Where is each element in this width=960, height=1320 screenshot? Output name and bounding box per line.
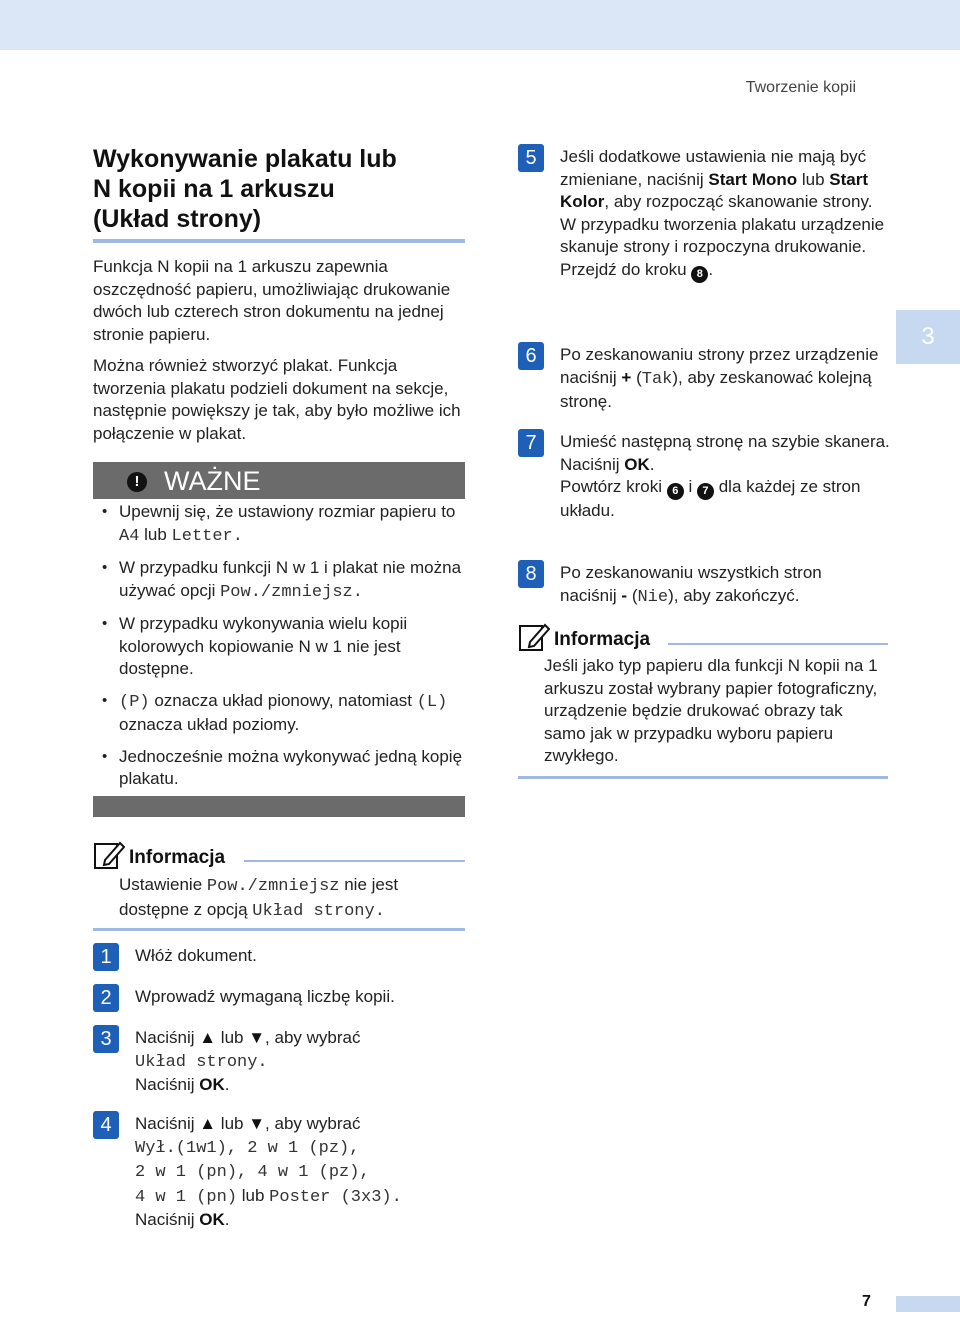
- option-value: 4 w 1 (pn): [135, 1187, 238, 1207]
- intro-paragraph: Funkcja N kopii na 1 arkuszu zapewnia oszczędność papieru, umożliwiając drukowanie dwóch lub czterech stron dokumentu na jednej stronie papieru.: [93, 257, 451, 344]
- step-reference: 8: [691, 266, 708, 283]
- key-label: Start Kolor: [560, 169, 869, 211]
- option-value: Tak: [641, 369, 673, 389]
- page-number: 7: [862, 1293, 871, 1310]
- important-item: • Upewnij się, że ustawiony rozmiar papieru to A4 lub Letter.: [93, 501, 465, 548]
- step-text: Umieść następną stronę na szybie skanera. Naciśnij OK. Powtórz kroki 6 i 7 dla każdej ze stron układu.: [560, 432, 890, 520]
- note-bottom-rule: [93, 928, 465, 931]
- chapter-tab: 3: [896, 310, 960, 364]
- note-pencil-icon: [518, 622, 550, 652]
- down-arrow-key: ▼: [248, 1114, 266, 1133]
- step-text: Po zeskanowaniu wszystkich stron naciśnij - (Nie), aby zakończyć.: [560, 563, 822, 607]
- option-value: Nie: [637, 587, 669, 607]
- step-text: Jeśli dodatkowe ustawienia nie mają być zmieniane, naciśnij Start Mono lub Start Kolor, aby rozpocząć skanowanie strony. W przypadku tworzenia plakatu urządzenie skanuje strony i rozpoczyna drukowanie. Przejdź do kroku 8 .: [560, 146, 890, 283]
- important-item: • Jednocześnie można wykonywać jedną kopię plakatu.: [93, 746, 465, 791]
- step-text: Po zeskanowaniu strony przez urządzenie naciśnij + (Tak), aby zeskanować kolejną stronę.: [560, 345, 879, 411]
- step-reference: 7: [697, 483, 714, 500]
- title-underline: [93, 239, 465, 243]
- note-title: Informacja: [129, 847, 226, 868]
- option-value: 2 w 1 (pz): [247, 1138, 350, 1158]
- title-line: (Układ strony): [93, 205, 262, 233]
- key-label: OK: [199, 1075, 225, 1094]
- step-text: Naciśnij ▲ lub ▼, aby wybrać Układ strony. Naciśnij OK.: [135, 1028, 361, 1094]
- option-value: Układ strony: [252, 902, 375, 921]
- note-bottom-rule: [518, 776, 888, 779]
- important-list: [93, 501, 465, 800]
- option-value: Poster (3x3): [269, 1187, 392, 1207]
- down-arrow-key: ▼: [248, 1028, 266, 1047]
- title-line: Wykonywanie plakatu lub: [93, 145, 397, 173]
- note-box-left: [93, 840, 465, 935]
- note-text: Jeśli jako typ papieru dla funkcji N kopii na 1 arkuszu został wybrany papier fotograficzny, urządzenie będzie drukować obrazy tak samo jak w przypadku wyboru papieru zwykłego.: [544, 656, 878, 765]
- option-value: Pow./zmniejsz: [206, 877, 340, 896]
- key-label: -: [621, 585, 628, 605]
- note-text: Ustawienie Pow./zmniejsz nie jest dostępne z opcją Układ strony.: [119, 875, 399, 921]
- top-color-bar: [0, 0, 960, 50]
- important-box-header: [93, 462, 465, 499]
- option-value: (L): [416, 692, 448, 712]
- key-label: OK: [199, 1210, 225, 1229]
- note-title-rule: [668, 643, 888, 645]
- note-pencil-icon: [93, 840, 125, 870]
- poster-paragraph: Można również stworzyć plakat. Funkcja tworzenia plakatu podzieli dokument na sekcje, następnie powiększy je tak, aby było możliwe ich połączenie w plakat.: [93, 356, 461, 443]
- step-number: 6: [518, 342, 544, 370]
- up-arrow-key: ▲: [199, 1114, 217, 1133]
- option-value: Układ strony: [135, 1052, 258, 1072]
- up-arrow-key: ▲: [199, 1028, 217, 1047]
- option-value: (P): [119, 692, 150, 712]
- step-text: Włóż dokument.: [135, 946, 257, 965]
- important-item: • W przypadku funkcji N w 1 i plakat nie można używać opcji Pow./zmniejsz.: [93, 557, 465, 604]
- step-number: 3: [93, 1025, 119, 1053]
- running-header: Tworzenie kopii: [745, 79, 856, 96]
- exclamation-icon: !: [127, 472, 147, 492]
- step-text: Naciśnij ▲ lub ▼, aby wybrać Wył.(1w1), 2 w 1 (pz), 2 w 1 (pn), 4 w 1 (pz), 4 w 1 (pn) lub Poster (3x3). Naciśnij OK.: [135, 1114, 402, 1229]
- key-label: +: [621, 367, 632, 387]
- step-text: Wprowadź wymaganą liczbę kopii.: [135, 987, 395, 1006]
- option-value: Letter: [171, 526, 233, 546]
- important-box-footer: [93, 796, 465, 817]
- step-number: 7: [518, 429, 544, 457]
- option-value: 4 w 1 (pz): [257, 1163, 360, 1182]
- page-number-bar: [896, 1296, 960, 1312]
- note-title: Informacja: [554, 629, 651, 650]
- option-value: Pow./zmniejsz: [220, 582, 353, 602]
- step-number: 1: [93, 943, 119, 971]
- option-value: A4: [119, 526, 140, 546]
- step-number: 2: [93, 984, 119, 1012]
- step-number: 5: [518, 144, 544, 172]
- option-value: 2 w 1 (pn): [135, 1163, 238, 1182]
- step-number: 4: [93, 1111, 119, 1139]
- option-value: Wył.(1w1): [135, 1138, 227, 1158]
- step-number: 8: [518, 560, 544, 588]
- title-line: N kopii na 1 arkuszu: [93, 175, 335, 203]
- section-title: [93, 144, 465, 234]
- important-item: • (P) oznacza układ pionowy, natomiast (L) oznacza układ poziomy.: [93, 690, 465, 737]
- key-label: OK: [624, 454, 650, 474]
- step-reference: 6: [667, 483, 684, 500]
- important-label: WAŻNE: [164, 466, 261, 496]
- key-label: Start Mono: [708, 169, 798, 189]
- note-box-right: [518, 622, 888, 782]
- important-item: • W przypadku wykonywania wielu kopii kolorowych kopiowanie N w 1 nie jest dostępne.: [93, 613, 465, 681]
- note-title-rule: [244, 860, 465, 862]
